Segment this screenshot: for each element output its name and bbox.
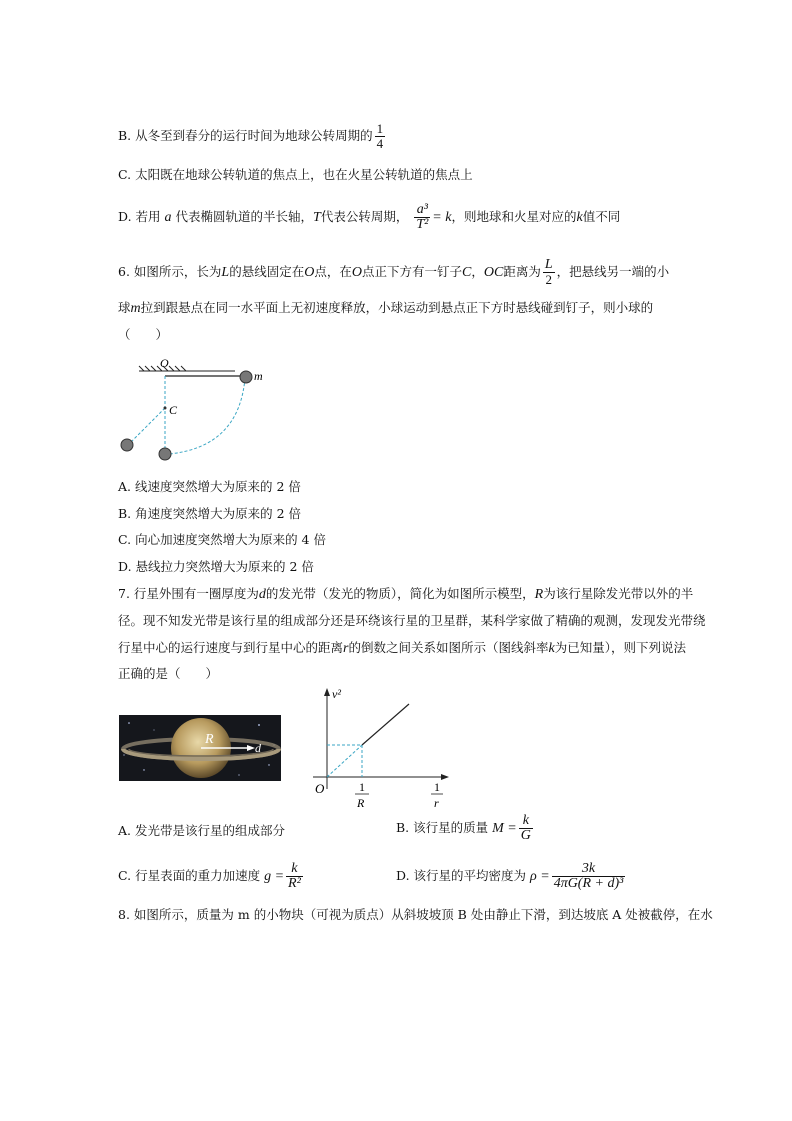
q6-option-b: B. 角速度突然增大为原来的 2 倍 bbox=[118, 506, 302, 521]
v2-vs-inverse-r-graph bbox=[305, 684, 455, 812]
axis-x-den: r bbox=[434, 796, 439, 810]
kepler-fraction: $\frac{\text{a³}}{\text{T²}}$ bbox=[416, 202, 429, 232]
q5-option-b: B. 从冬至到春分的运行时间为地球公转周期的 $\frac{1}{4}$ bbox=[118, 121, 384, 151]
planet-label-r: R bbox=[205, 732, 214, 747]
gravity-fraction: $\frac{k}{\text{R²}}$ bbox=[288, 861, 301, 891]
density-fraction: $\frac{3k}{\text{4πG(R + d)³}}$ bbox=[553, 861, 624, 891]
nail-point bbox=[164, 407, 167, 410]
ball-bottom bbox=[159, 448, 171, 460]
swing-arc bbox=[169, 378, 245, 454]
q7-stem-line-4: 正确的是（ ） bbox=[118, 666, 219, 681]
mass-fraction: $\frac{k}{G}$ bbox=[520, 813, 531, 843]
fraction: $\frac{1}{4}$ bbox=[376, 121, 384, 151]
q5-option-c: C. 太阳既在地球公转轨道的焦点上，也在火星公转轨道的焦点上 bbox=[118, 167, 473, 182]
q6-option-c: C. 向心加速度突然增大为原来的 4 倍 bbox=[118, 532, 326, 547]
q7-option-a: A. 发光带是该行星的组成部分 bbox=[118, 823, 285, 838]
label-m: m bbox=[254, 369, 263, 383]
origin-label: O bbox=[315, 781, 325, 796]
q5-option-d: D. 若用 a 代表椭圆轨道的半长轴，T代表公转周期， $\frac{\text{a³}}{\text{T²}}$ = k，则地球和火星对应的k值不同 bbox=[118, 202, 621, 232]
axis-x-num: 1 bbox=[434, 780, 440, 794]
half-length-fraction: $\frac{L}{2}$ bbox=[544, 257, 553, 287]
q7-stem-line-3: 行星中心的运行速度与到行星中心的距离r的倒数之间关系如图所示（图线斜率k为已知量），则下列说法 bbox=[118, 640, 686, 656]
pendulum-figure bbox=[115, 355, 275, 467]
swung-string bbox=[129, 408, 165, 444]
label-o: O bbox=[160, 356, 169, 370]
q7-stem-line-2: 径。现不知发光带是该行星的组成部分还是环绕该行星的卫星群，某科学家做了精确的观测，发现发光带绕 bbox=[118, 613, 706, 628]
q7-option-d: D. 该行星的平均密度为 ρ = $\frac{3k}{\text{4πG(R + d)³}}$ bbox=[396, 861, 624, 891]
data-line bbox=[362, 704, 409, 745]
label-c: C bbox=[169, 403, 178, 417]
y-axis-label: v² bbox=[332, 687, 341, 701]
dashed-origin-line bbox=[327, 745, 362, 777]
q6-option-a: A. 线速度突然增大为原来的 2 倍 bbox=[118, 479, 301, 494]
planet-image bbox=[119, 715, 281, 781]
q6-answer-paren: （ ） bbox=[118, 327, 169, 342]
q7-stem-line-1: 7. 行星外围有一圈厚度为d的发光带（发光的物质），简化为如图所示模型，R为该行星除发光带以外的半 bbox=[118, 586, 694, 602]
ceiling-hatch bbox=[139, 366, 235, 371]
q7-option-c: C. 行星表面的重力加速度 g = $\frac{k}{\text{R²}}$ bbox=[118, 861, 301, 891]
tick-r-den: R bbox=[357, 796, 365, 810]
q6-stem-line-2: 球m拉到跟悬点在同一水平面上无初速度释放，小球运动到悬点正下方时悬线碰到钉子，则小球的 bbox=[118, 300, 654, 316]
ball-start bbox=[240, 371, 252, 383]
q6-option-d: D. 悬线拉力突然增大为原来的 2 倍 bbox=[118, 559, 314, 574]
planet-label-d: d bbox=[255, 741, 261, 755]
q6-stem-line-1: 6. 如图所示，长为L的悬线固定在O点，在O点正下方有一钉子C，OC距离为 $\frac{L}{2}$ ，把悬线另一端的小 bbox=[118, 257, 670, 287]
q7-option-b: B. 该行星的质量 M = $\frac{k}{G}$ bbox=[396, 813, 531, 843]
tick-r-num: 1 bbox=[359, 780, 365, 794]
ball-swung bbox=[121, 439, 133, 451]
q8-stem-line-1: 8. 如图所示，质量为 m 的小物块（可视为质点）从斜坡坡顶 B 处由静止下滑，到达坡底 A 处被截停，在水 bbox=[118, 907, 713, 922]
